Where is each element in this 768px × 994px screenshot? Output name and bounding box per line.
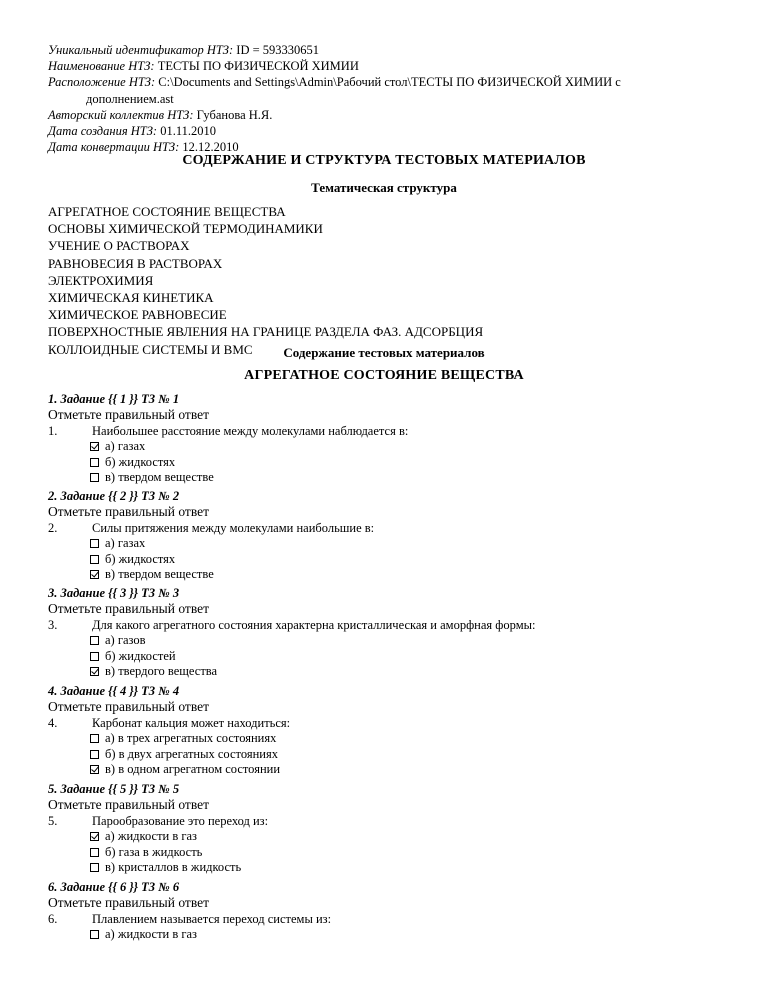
answer-option-label: в) кристаллов в жидкость xyxy=(105,860,242,874)
meta-created-row xyxy=(48,123,738,139)
meta-authors-label: Авторский коллектив НТЗ: xyxy=(48,107,194,122)
answer-options xyxy=(90,731,738,778)
question-text-row xyxy=(48,423,738,439)
topic-item: ХИМИЧЕСКОЕ РАВНОВЕСИЕ xyxy=(48,307,227,323)
question-instruction: Отметьте правильный ответ xyxy=(48,699,210,714)
checked-checkbox-icon[interactable] xyxy=(90,442,99,451)
answer-option[interactable] xyxy=(90,567,738,583)
checked-checkbox-icon[interactable] xyxy=(90,832,99,841)
topic-item: ОСНОВЫ ХИМИЧЕСКОЙ ТЕРМОДИНАМИКИ xyxy=(48,221,323,237)
answer-options xyxy=(90,927,738,943)
topic-item: ЭЛЕКТРОХИМИЯ xyxy=(48,272,154,288)
topic-item: РАВНОВЕСИЯ В РАСТВОРАХ xyxy=(48,255,223,271)
question-header: 5. Задание {{ 5 }} ТЗ № 5 xyxy=(48,782,180,796)
checked-checkbox-icon[interactable] xyxy=(90,667,99,676)
checkbox-icon[interactable] xyxy=(90,473,99,482)
answer-option[interactable] xyxy=(90,731,738,747)
answer-option-label: а) в трех агрегатных состояниях xyxy=(105,731,277,745)
question-instruction: Отметьте правильный ответ xyxy=(48,895,210,910)
answer-options xyxy=(90,633,738,680)
question-number: 6. xyxy=(48,912,58,926)
answer-option[interactable] xyxy=(90,829,738,845)
answer-option[interactable] xyxy=(90,552,738,568)
answer-option-label: в) в одном агрегатном состоянии xyxy=(105,762,281,776)
main-heading: СОДЕРЖАНИЕ И СТРУКТУРА ТЕСТОВЫХ МАТЕРИАЛОВ xyxy=(182,153,586,168)
question-text: Парообразование это переход из: xyxy=(92,814,269,828)
answer-option-label: а) газов xyxy=(105,633,146,647)
answer-option-label: в) твердом веществе xyxy=(105,567,214,581)
answer-option-label: а) жидкости в газ xyxy=(105,927,197,941)
question-text-row xyxy=(48,911,738,927)
answer-options xyxy=(90,439,738,486)
question-text: Для какого агрегатного состояния характерна кристаллическая и аморфная формы: xyxy=(92,618,536,632)
question-instruction: Отметьте правильный ответ xyxy=(48,407,210,422)
question-block xyxy=(48,781,738,876)
answer-option-label: в) твердом веществе xyxy=(105,470,214,484)
answer-option-label: а) газах xyxy=(105,536,146,550)
answer-option[interactable] xyxy=(90,649,738,665)
meta-location-row xyxy=(48,74,738,90)
question-block xyxy=(48,488,738,583)
question-text-row xyxy=(48,813,738,829)
meta-converted-label: Дата конвертации НТЗ: xyxy=(48,140,180,155)
answer-option[interactable] xyxy=(90,762,738,778)
question-text: Наибольшее расстояние между молекулами наблюдается в: xyxy=(92,424,409,438)
answer-option-label: в) твердого вещества xyxy=(105,664,218,678)
checked-checkbox-icon[interactable] xyxy=(90,765,99,774)
answer-option[interactable] xyxy=(90,536,738,552)
answer-option-label: б) жидкостях xyxy=(105,551,176,566)
meta-name-row xyxy=(48,58,738,74)
question-number: 2. xyxy=(48,521,58,535)
answer-option-label: б) жидкостях xyxy=(105,454,176,469)
checkbox-icon[interactable] xyxy=(90,555,99,564)
question-instruction: Отметьте правильный ответ xyxy=(48,504,210,519)
checkbox-icon[interactable] xyxy=(90,848,99,857)
content-heading: Содержание тестовых материалов xyxy=(283,345,485,360)
checkbox-icon[interactable] xyxy=(90,750,99,759)
question-text-row xyxy=(48,617,738,633)
question-instruction: Отметьте правильный ответ xyxy=(48,601,210,616)
question-header: 3. Задание {{ 3 }} ТЗ № 3 xyxy=(48,586,180,600)
meta-location-row-cont xyxy=(48,91,738,107)
meta-id-value: ID = 593330651 xyxy=(236,43,320,57)
answer-option[interactable] xyxy=(90,664,738,680)
answer-options xyxy=(90,829,738,876)
section-heading: АГРЕГАТНОЕ СОСТОЯНИЕ ВЕЩЕСТВА xyxy=(244,368,524,383)
answer-option[interactable] xyxy=(90,747,738,763)
meta-location-value-cont: дополнением.ast xyxy=(86,91,174,106)
answer-option-label: а) газах xyxy=(105,439,146,453)
meta-created-label: Дата создания НТЗ: xyxy=(48,124,158,139)
question-text-row xyxy=(48,520,738,536)
topic-item: ХИМИЧЕСКАЯ КИНЕТИКА xyxy=(48,290,214,306)
question-block xyxy=(48,879,738,943)
question-number: 4. xyxy=(48,716,58,730)
document-metadata xyxy=(48,42,738,155)
question-number: 1. xyxy=(48,424,58,438)
topic-item: КОЛЛОИДНЫЕ СИСТЕМЫ И ВМС xyxy=(48,341,253,357)
answer-option-label: б) газа в жидкость xyxy=(105,844,203,859)
question-header: 2. Задание {{ 2 }} ТЗ № 2 xyxy=(48,489,180,503)
answer-option[interactable] xyxy=(90,470,738,486)
answer-option-label: а) жидкости в газ xyxy=(105,829,197,843)
meta-name-label: Наименование НТЗ: xyxy=(48,59,155,74)
checkbox-icon[interactable] xyxy=(90,458,99,467)
answer-option[interactable] xyxy=(90,845,738,861)
meta-converted-value: 12.12.2010 xyxy=(182,140,239,155)
answer-option[interactable] xyxy=(90,927,738,943)
checkbox-icon[interactable] xyxy=(90,734,99,743)
question-number: 3. xyxy=(48,618,58,632)
meta-authors-row xyxy=(48,107,738,123)
question-text: Карбонат кальция может находиться: xyxy=(92,716,291,730)
topic-list xyxy=(48,203,483,358)
question-header: 6. Задание {{ 6 }} ТЗ № 6 xyxy=(48,880,180,894)
question-block xyxy=(48,585,738,680)
thematic-structure-heading: Тематическая структура xyxy=(311,180,457,195)
answer-option[interactable] xyxy=(90,860,738,876)
question-block xyxy=(48,391,738,486)
question-header: 4. Задание {{ 4 }} ТЗ № 4 xyxy=(48,684,180,698)
meta-name-value: ТЕСТЫ ПО ФИЗИЧЕСКОЙ ХИМИИ xyxy=(157,59,359,74)
checked-checkbox-icon[interactable] xyxy=(90,570,99,579)
topic-item: ПОВЕРХНОСТНЫЕ ЯВЛЕНИЯ НА ГРАНИЦЕ РАЗДЕЛА ФАЗ. АДСОРБЦИЯ xyxy=(48,324,484,340)
question-text-row xyxy=(48,715,738,731)
topic-item: УЧЕНИЕ О РАСТВОРАХ xyxy=(48,238,190,254)
question-instruction: Отметьте правильный ответ xyxy=(48,797,210,812)
question-number: 5. xyxy=(48,814,58,828)
question-text: Плавлением называется переход системы из: xyxy=(92,912,332,926)
meta-id-row xyxy=(48,42,738,58)
checkbox-icon[interactable] xyxy=(90,539,99,548)
question-header: 1. Задание {{ 1 }} ТЗ № 1 xyxy=(48,392,180,406)
answer-option-label: б) в двух агрегатных состояниях xyxy=(105,746,278,761)
topic-item: АГРЕГАТНОЕ СОСТОЯНИЕ ВЕЩЕСТВА xyxy=(48,204,286,219)
meta-location-value: C:\Documents and Settings\Admin\Рабочий стол\ТЕСТЫ ПО ФИЗИЧЕСКОЙ ХИМИИ с xyxy=(158,75,621,90)
answer-option-label: б) жидкостей xyxy=(105,648,176,663)
meta-created-value: 01.11.2010 xyxy=(160,124,217,139)
answer-option[interactable] xyxy=(90,633,738,649)
question-block xyxy=(48,683,738,778)
meta-location-label: Расположение НТЗ: xyxy=(48,75,156,90)
question-text: Силы притяжения между молекулами наибольшие в: xyxy=(92,521,375,535)
checkbox-icon[interactable] xyxy=(90,636,99,645)
answer-options xyxy=(90,536,738,583)
checkbox-icon[interactable] xyxy=(90,930,99,939)
answer-option[interactable] xyxy=(90,455,738,471)
checkbox-icon[interactable] xyxy=(90,863,99,872)
meta-authors-value: Губанова Н.Я. xyxy=(196,107,273,122)
checkbox-icon[interactable] xyxy=(90,652,99,661)
meta-id-label: Уникальный идентификатор НТЗ: xyxy=(48,43,234,57)
answer-option[interactable] xyxy=(90,439,738,455)
